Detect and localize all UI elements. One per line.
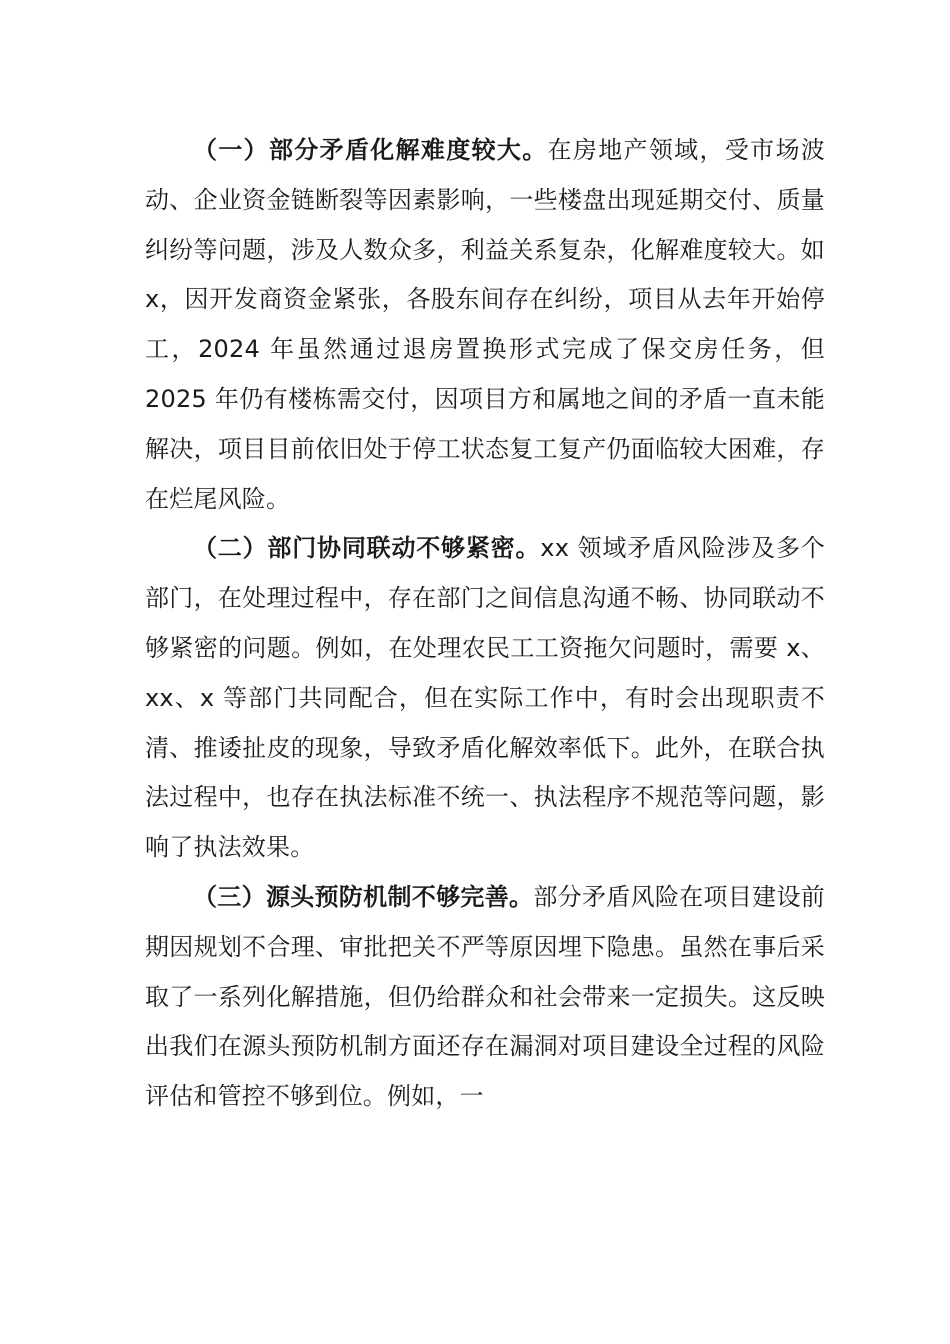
paragraph-2-heading: （二）部门协同联动不够紧密。: [193, 534, 541, 563]
paragraph-3-text: 部分矛盾风险在项目建设前期因规划不合理、审批把关不严等原因埋下隐患。虽然在事后采取了一系列化解措施，但仍给群众和社会带来一定损失。这反映出我们在源头预防机制方面还存在漏洞对项目建设全过程的风险评估和管控不够到位。例如，一: [145, 882, 825, 1111]
paragraph-1-text: 在房地产领域，受市场波动、企业资金链断裂等因素影响，一些楼盘出现延期交付、质量纠纷等问题，涉及人数众多，利益关系复杂，化解难度较大。如 x，因开发商资金紧张，各股东间存在纠纷，项目从去年开始停工，2024 年虽然通过退房置换形式完成了保交房任务，但 2025 年仍有楼栋需交付，因项目方和属地之间的矛盾一直未能解决，项目目前依旧处于停工状态复工复产仍面临较大困难，存在烂尾风险。: [145, 136, 825, 513]
document-body: [145, 126, 825, 1122]
paragraph-2: [145, 524, 825, 873]
paragraph-3-heading: （三）源头预防机制不够完善。: [193, 882, 534, 911]
paragraph-1-heading: （一）部分矛盾化解难度较大。: [193, 136, 548, 164]
paragraph-1: [145, 126, 825, 524]
paragraph-2-text: xx 领域矛盾风险涉及多个部门，在处理过程中，存在部门之间信息沟通不畅、协同联动不够紧密的问题。例如，在处理农民工工资拖欠问题时，需要 x、xx、x 等部门共同配合，但在实际工作中，有时会出现职责不清、推诿扯皮的现象，导致矛盾化解效率低下。此外，在联合执法过程中，也存在执法标准不统一、执法程序不规范等问题，影响了执法效果。: [145, 534, 825, 862]
paragraph-3: [145, 873, 825, 1122]
